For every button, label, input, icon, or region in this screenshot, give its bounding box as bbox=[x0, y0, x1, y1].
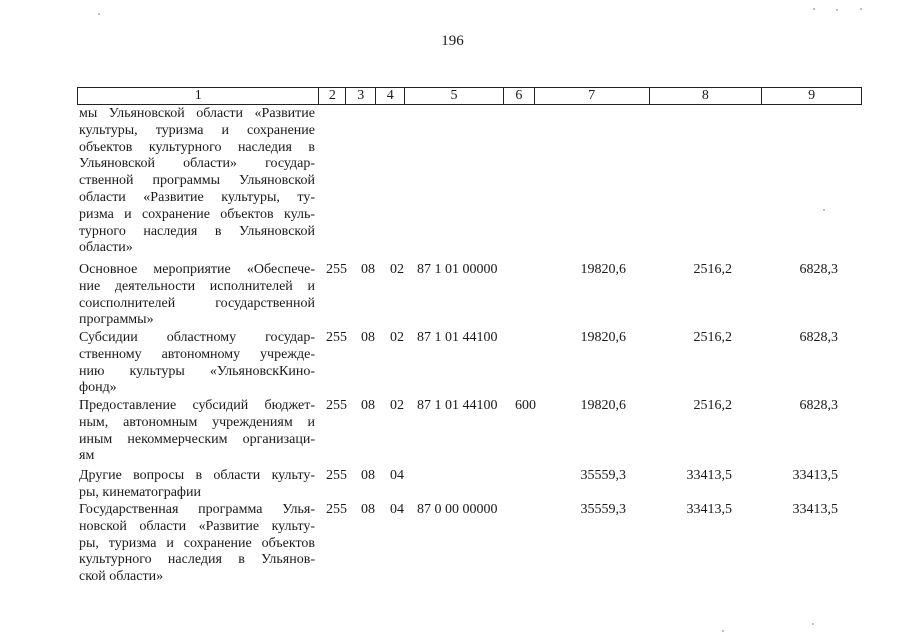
header-col-2: 2 bbox=[319, 88, 346, 104]
row-description-line: ризма и сохранение объектов куль- bbox=[79, 206, 315, 222]
header-col-5: 5 bbox=[405, 88, 504, 104]
row-description-line: области» bbox=[79, 240, 133, 256]
scan-speck bbox=[836, 9, 838, 11]
row-description bbox=[79, 106, 315, 257]
ministry-code: 255 bbox=[326, 468, 347, 483]
row-description-line: культурного наследия в Ульянов- bbox=[79, 552, 315, 568]
row-description-line: ской области» bbox=[79, 569, 164, 585]
row-description-line: области «Развитие культуры, ту- bbox=[79, 189, 315, 205]
row-description-line: соисполнителей государственной bbox=[79, 295, 315, 311]
row-description-line: ние деятельности исполнителей и bbox=[79, 278, 315, 294]
amount-col-7: 35559,3 bbox=[580, 468, 626, 483]
row-description-line: Ульяновской области» государ- bbox=[79, 156, 315, 172]
row-description-line: ным, автономным учреждениям и bbox=[79, 414, 315, 430]
row-description bbox=[79, 398, 315, 465]
section-code: 08 bbox=[361, 398, 375, 413]
amount-col-8: 2516,2 bbox=[693, 398, 732, 413]
scan-speck bbox=[722, 630, 724, 632]
row-description-line: программы» bbox=[79, 312, 154, 328]
amount-col-9: 33413,5 bbox=[792, 468, 838, 483]
ministry-code: 255 bbox=[326, 330, 347, 345]
row-description-line: новской области «Развитие культу- bbox=[79, 518, 315, 534]
scan-speck bbox=[860, 8, 862, 10]
expense-type-code: 600 bbox=[515, 398, 536, 413]
amount-col-9: 33413,5 bbox=[792, 502, 838, 517]
subsection-code: 04 bbox=[390, 468, 404, 483]
row-description-line: иным некоммерческим организаци- bbox=[79, 431, 315, 447]
header-col-1: 1 bbox=[78, 88, 319, 104]
amount-col-7: 19820,6 bbox=[580, 330, 626, 345]
header-col-9: 9 bbox=[808, 88, 816, 103]
target-article-code: 87 1 01 00000 bbox=[417, 262, 498, 277]
scan-speck bbox=[823, 209, 825, 211]
row-description-line: нию культуры «УльяновскКино- bbox=[79, 363, 315, 379]
row-description bbox=[79, 502, 315, 586]
row-description-line: Основное мероприятие «Обеспече- bbox=[79, 262, 315, 277]
row-description bbox=[79, 468, 315, 502]
ministry-code: 255 bbox=[326, 262, 347, 277]
amount-col-8: 2516,2 bbox=[693, 262, 732, 277]
row-description-line: Субсидии областному государ- bbox=[79, 330, 315, 345]
row-description-line: турного наследия в Ульяновской bbox=[79, 223, 315, 239]
row-description-line: ры, кинематографии bbox=[79, 484, 201, 500]
target-article-code: 87 0 00 00000 bbox=[417, 502, 498, 517]
page-number: 196 bbox=[441, 33, 464, 49]
subsection-code: 02 bbox=[390, 398, 404, 413]
amount-col-9: 6828,3 bbox=[799, 398, 838, 413]
amount-col-7: 35559,3 bbox=[580, 502, 626, 517]
scan-speck bbox=[813, 8, 815, 10]
row-description-line: Предоставление субсидий бюджет- bbox=[79, 398, 315, 413]
amount-col-8: 33413,5 bbox=[686, 468, 732, 483]
section-code: 08 bbox=[361, 330, 375, 345]
target-article-code: 87 1 01 44100 bbox=[417, 398, 498, 413]
header-col-8: 8 bbox=[650, 88, 763, 104]
row-description-line: ственному автономному учрежде- bbox=[79, 346, 315, 362]
header-col-3: 3 bbox=[346, 88, 376, 104]
row-description-line: фонд» bbox=[79, 380, 117, 396]
row-description-line: мы Ульяновской области «Развитие bbox=[79, 106, 315, 121]
row-description-line: Другие вопросы в области культу- bbox=[79, 468, 315, 483]
ministry-code: 255 bbox=[326, 398, 347, 413]
row-description bbox=[79, 262, 315, 329]
row-description-line: Государственная программа Улья- bbox=[79, 502, 315, 517]
row-description-line: ры, туризма и сохранение объектов bbox=[79, 535, 315, 551]
row-description-line: ственной программы Ульяновской bbox=[79, 173, 315, 189]
table-header bbox=[77, 87, 862, 105]
subsection-code: 02 bbox=[390, 330, 404, 345]
section-code: 08 bbox=[361, 502, 375, 517]
subsection-code: 04 bbox=[390, 502, 404, 517]
amount-col-9: 6828,3 bbox=[799, 330, 838, 345]
header-col-6: 6 bbox=[504, 88, 535, 104]
scan-speck bbox=[812, 623, 814, 625]
row-description bbox=[79, 330, 315, 397]
target-article-code: 87 1 01 44100 bbox=[417, 330, 498, 345]
ministry-code: 255 bbox=[326, 502, 347, 517]
amount-col-8: 33413,5 bbox=[686, 502, 732, 517]
row-description-line: объектов культурного наследия в bbox=[79, 139, 315, 155]
section-code: 08 bbox=[361, 468, 375, 483]
scan-speck bbox=[98, 13, 100, 15]
amount-col-9: 6828,3 bbox=[799, 262, 838, 277]
subsection-code: 02 bbox=[390, 262, 404, 277]
row-description-line: культуры, туризма и сохранение bbox=[79, 122, 315, 138]
amount-col-7: 19820,6 bbox=[580, 262, 626, 277]
row-description-line: ям bbox=[79, 448, 95, 464]
section-code: 08 bbox=[361, 262, 375, 277]
header-col-4: 4 bbox=[376, 88, 405, 104]
amount-col-8: 2516,2 bbox=[693, 330, 732, 345]
amount-col-7: 19820,6 bbox=[580, 398, 626, 413]
header-col-7: 7 bbox=[535, 88, 650, 104]
